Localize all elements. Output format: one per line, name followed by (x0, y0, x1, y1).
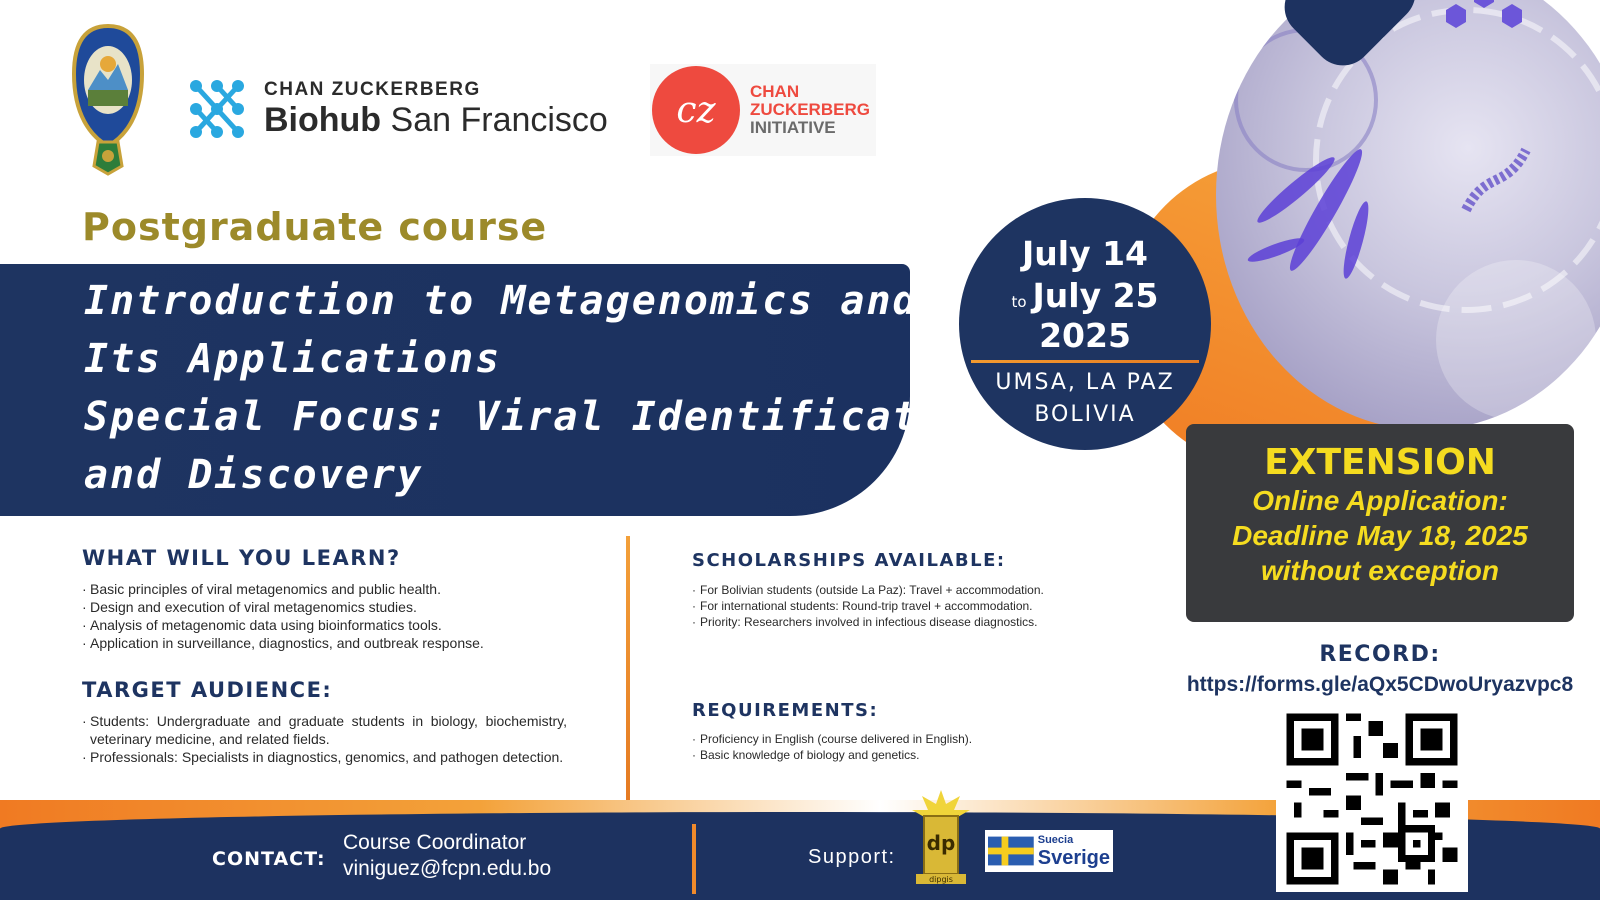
contact-email[interactable]: viniguez@fcpn.edu.bo (343, 857, 552, 880)
suecia-text: Suecia (1037, 834, 1074, 846)
list-item: · Priority: Researchers involved in infectious disease diagnostics. (692, 614, 1044, 630)
extension-line: Deadline May 18, 2025 (1232, 520, 1528, 551)
requirements-list (692, 731, 1044, 763)
sverige-text: Sverige (1037, 847, 1110, 869)
list-item: · For international students: Round-trip travel + accommodation. (692, 598, 1044, 614)
czi-line2: ZUCKERBERG (750, 100, 870, 119)
venue: UMSA, LA PAZ (995, 370, 1175, 395)
biohub-logo (188, 78, 608, 140)
sweden-logo (985, 830, 1113, 872)
contact-label: CONTACT: (212, 848, 326, 870)
umsa-crest-logo (70, 24, 146, 176)
audience-heading: TARGET AUDIENCE: (82, 678, 333, 702)
sweden-flag-icon (988, 834, 1034, 868)
dipgis-text: dipgis (929, 875, 953, 884)
course-title-line: Introduction to Metagenomics and (84, 278, 919, 324)
extension-title: EXTENSION (1264, 442, 1496, 483)
learn-list (82, 580, 602, 652)
end-date-line (959, 276, 1211, 315)
date-divider (971, 360, 1199, 363)
audience-list (82, 712, 567, 766)
extension-box (1186, 424, 1574, 622)
extension-line: Online Application: (1252, 485, 1508, 516)
qr-code[interactable] (1276, 706, 1468, 892)
course-title-line: Its Applications (84, 336, 502, 382)
year: 2025 (1039, 316, 1131, 355)
list-item: · Basic knowledge of biology and genetics. (692, 747, 1044, 763)
list-item: · Proficiency in English (course delivered in English). (692, 731, 1044, 747)
record-label: RECORD: (1319, 642, 1441, 667)
biohub-light-text: San Francisco (390, 101, 608, 139)
list-item: · Design and execution of viral metagenomics studies. (82, 598, 602, 616)
list-item: · Students: Undergraduate and graduate students in biology, biochemistry, veterinary medicine, and related fields. (82, 712, 567, 748)
learn-heading: WHAT WILL YOU LEARN? (82, 546, 401, 570)
czi-logo (650, 64, 876, 156)
scholarships-heading: SCHOLARSHIPS AVAILABLE: (692, 550, 1006, 571)
qr-code-image (1276, 706, 1468, 892)
czi-line1: CHAN (750, 82, 800, 101)
list-item: · For Bolivian students (outside La Paz): Travel + accommodation. (692, 582, 1044, 598)
to-word: to (1011, 293, 1027, 311)
support-label: Support: (808, 846, 896, 868)
requirements-heading: REQUIREMENTS: (692, 700, 879, 721)
svg-text:dp: dp (926, 831, 956, 855)
start-date: July 14 (1021, 234, 1148, 273)
biohub-top-text: CHAN ZUCKERBERG (264, 79, 481, 100)
contact-role: Course Coordinator (343, 831, 527, 854)
date-badge (959, 198, 1211, 450)
course-kicker: Postgraduate course (82, 205, 548, 249)
list-item: · Basic principles of viral metagenomics and public health. (82, 580, 602, 598)
extension-line: without exception (1261, 555, 1499, 586)
scholarships-list (692, 582, 1044, 630)
biohub-bottom-text (264, 101, 608, 139)
dipgis-logo (908, 790, 974, 886)
column-divider (626, 536, 630, 802)
biohub-network-icon (188, 78, 246, 140)
biohub-bold-text: Biohub (264, 101, 382, 139)
footer-divider (692, 824, 696, 894)
country: BOLIVIA (1034, 402, 1136, 427)
contact-info (343, 830, 551, 882)
czi-line3: INITIATIVE (750, 118, 836, 137)
end-date: July 25 (1032, 276, 1159, 315)
course-title-line: and Discovery (84, 452, 424, 498)
record-link[interactable]: https://forms.gle/aQx5CDwoUryazvpc8 (1186, 673, 1574, 696)
course-title-line: Special Focus: Viral Identification (84, 394, 997, 440)
list-item: · Analysis of metagenomic data using bioinformatics tools. (82, 616, 602, 634)
czi-mark-text: cz (676, 90, 716, 131)
course-title (84, 272, 997, 504)
list-item: · Professionals: Specialists in diagnostics, genomics, and pathogen detection. (82, 748, 567, 766)
czi-mark-icon (652, 66, 740, 154)
list-item: · Application in surveillance, diagnostics, and outbreak response. (82, 634, 602, 652)
